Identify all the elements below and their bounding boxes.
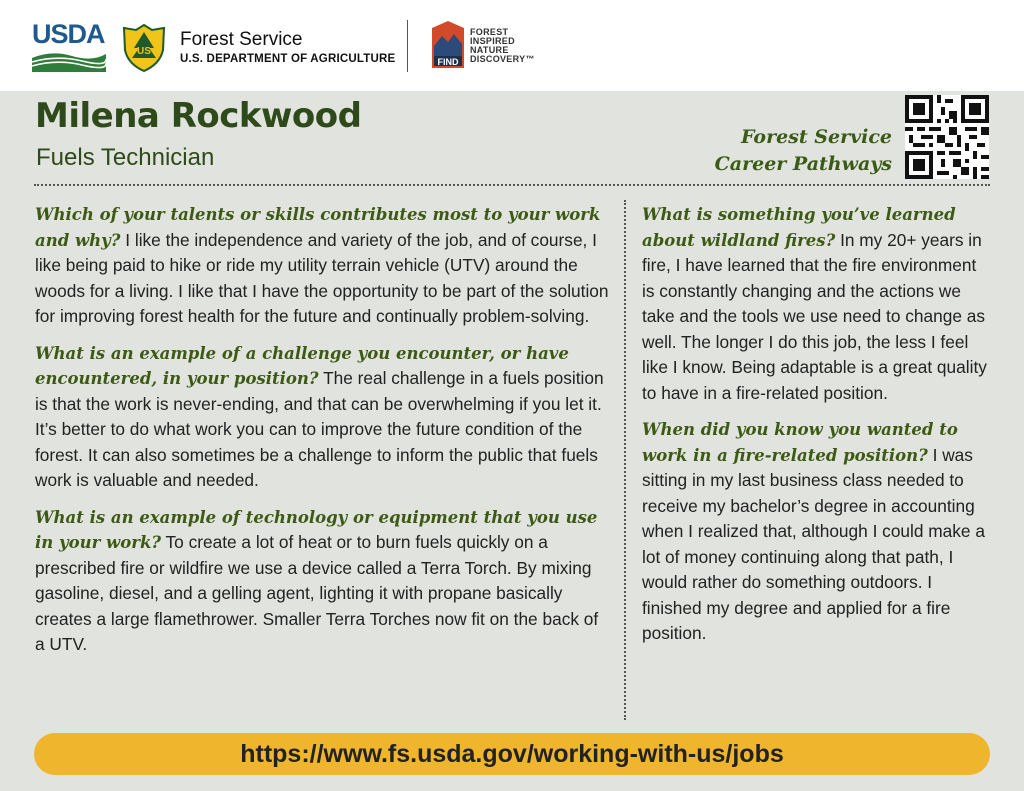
person-name: Milena Rockwood: [35, 96, 362, 136]
career-pathways-label: [715, 124, 892, 178]
qa-item: [35, 341, 610, 494]
forest-service-name: Forest Service: [180, 29, 303, 50]
answer: I was sitting in my last business class needed to receive my bachelor’s degree in accounting when I realized that, although I could make a lot of money continuing along that path, I would rather do something outdoors. I finished my degree and applied for a fire position.: [642, 444, 985, 643]
question: What is something you’ve learned about wildland fires?: [642, 205, 956, 250]
find-line: NATURE: [470, 45, 509, 55]
usda-logo-text: USDA: [32, 19, 105, 49]
left-column: [35, 202, 610, 669]
jobs-url-bar[interactable]: [34, 733, 990, 775]
answer: The real challenge in a fuels position is that the work is never-ending, and that can be overwhelming if you let it. It’s better to do what work you can to improve the future condition of the forest. It can also sometimes be a challenge to inform the public that fuels work is valuable and needed.: [35, 368, 604, 490]
dotted-divider-vertical: [624, 200, 626, 720]
qa-item: [642, 417, 992, 647]
qa-item: [35, 202, 610, 330]
usda-logo: [32, 20, 106, 74]
department-name: U.S. DEPARTMENT OF AGRICULTURE: [180, 53, 396, 65]
find-line: INSPIRED: [470, 36, 515, 46]
question: When did you know you wanted to work in a fire-related position?: [642, 420, 958, 465]
right-column: [642, 202, 992, 658]
header: [0, 0, 1024, 91]
answer: To create a lot of heat or to burn fuels quickly on a prescribed fire or wildfire we use a device called a Terra Torch. By mixing gasoline, diesel, and a gelling agent, lighting it with propane basically creates a large flamethrower. Smaller Terra Torches now fit on the back of a UTV.: [35, 532, 599, 654]
question: What is an example of technology or equipment that you use in your work?: [35, 507, 598, 552]
question: Which of your talents or skills contributes most to your work and why?: [35, 205, 601, 250]
find-tagline: [470, 28, 535, 64]
job-title: Fuels Technician: [36, 144, 215, 171]
header-divider: [407, 20, 408, 72]
dotted-divider-horizontal: [34, 184, 990, 186]
shield-text: US: [137, 46, 151, 57]
pathways-line-2: Career Pathways: [714, 153, 892, 175]
answer: In my 20+ years in fire, I have learned that the fire environment is constantly changing and the actions we take and the tools we use need to change as well. The longer I do this job, the less I feel like I know. Being adaptable is a great quality to have in a fire-related position.: [642, 229, 987, 403]
qa-item: [642, 202, 992, 406]
jobs-url-link[interactable]: https://www.fs.usda.gov/working-with-us/jobs: [240, 739, 784, 768]
qa-item: [35, 505, 610, 658]
forest-service-shield-icon: [122, 24, 166, 72]
answer: I like the independence and variety of the job, and of course, I like being paid to hike or ride my utility terrain vehicle (UTV) around the woods for a living. I like that I have the opportunity to be part of the solution for improving forest health for the future and continually problem-solving.: [35, 229, 609, 326]
qr-code-icon[interactable]: [905, 95, 989, 179]
pathways-line-1: Forest Service: [740, 126, 892, 148]
find-line: DISCOVERY™: [470, 54, 535, 64]
find-line: FOREST: [470, 27, 509, 37]
question: What is an example of a challenge you encounter, or have encountered, in your position?: [35, 343, 569, 388]
usda-hills-icon: [32, 50, 106, 72]
find-logo-text: FIND: [437, 57, 459, 67]
find-logo-icon: [430, 20, 466, 70]
